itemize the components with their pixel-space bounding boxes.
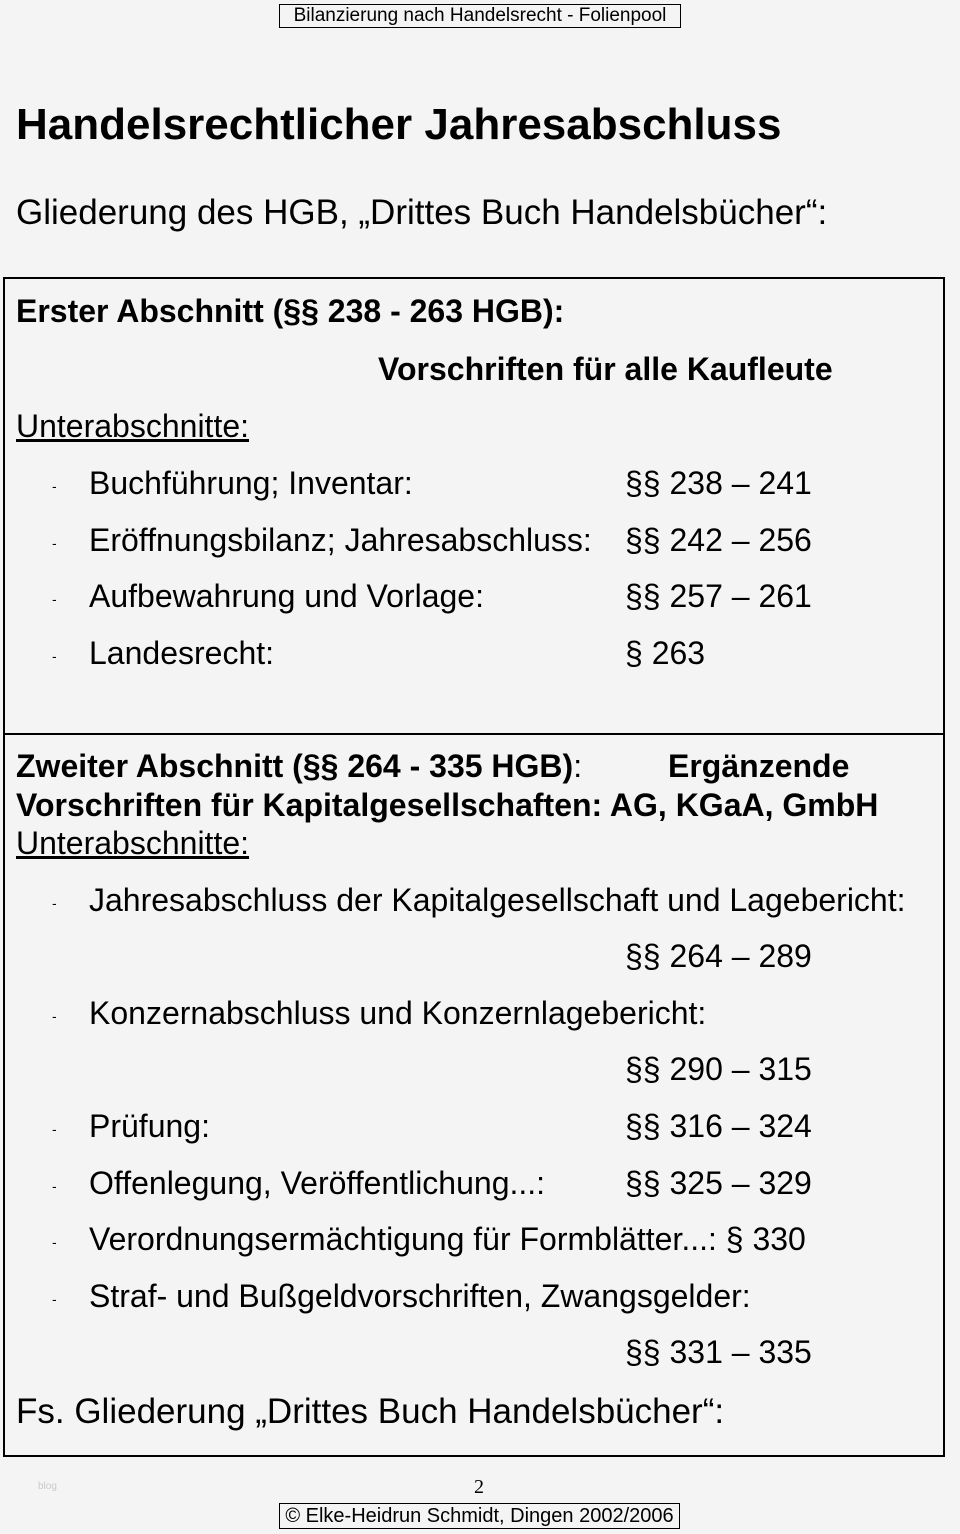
section-2-item-ref: §§ 331 – 335 <box>625 1334 812 1370</box>
page-title: Handelsrechtlicher Jahresabschluss <box>16 100 782 149</box>
section-2-item-label: Jahresabschluss der Kapitalgesellschaft und Lagebericht: <box>89 882 906 918</box>
section-2-item-label: Straf- und Bußgeldvorschriften, Zwangsgelder: <box>89 1278 751 1314</box>
section-2-item-ref: §§ 264 – 289 <box>625 938 812 974</box>
section-2-item-label: Offenlegung, Veröffentlichung...: <box>89 1165 546 1201</box>
section-1-item-ref: §§ 242 – 256 <box>625 522 812 558</box>
section-2-heading-line-2: Vorschriften für Kapitalgesellschaften: AG, KGaA, GmbH <box>16 787 879 823</box>
section-1-sub-label: Unterabschnitte: <box>16 408 250 444</box>
bullet: - <box>52 1121 57 1137</box>
bullet: - <box>52 1234 57 1250</box>
section-1-item-label: Landesrecht: <box>89 635 275 671</box>
section-2-heading-colon: : <box>573 748 583 784</box>
section-2-item-label: Verordnungsermächtigung für Formblätter...: § 330 <box>89 1221 806 1257</box>
page-subtitle: Gliederung des HGB, „Drittes Buch Handelsbücher“: <box>16 193 828 232</box>
section-2-item-label: Konzernabschluss und Konzernlagebericht: <box>89 995 707 1031</box>
section-2-item-ref: §§ 290 – 315 <box>625 1051 812 1087</box>
page-number: 2 <box>474 1476 484 1498</box>
section-2-sub-label: Unterabschnitte: <box>16 825 250 861</box>
section-2-heading-line-1 <box>16 748 582 785</box>
section-2-item-label: Prüfung: <box>89 1108 210 1144</box>
section-1-item-label: Buchführung; Inventar: <box>89 465 413 501</box>
bullet: - <box>52 648 57 664</box>
section-2-item-ref: §§ 316 – 324 <box>625 1108 812 1144</box>
bullet: - <box>52 1008 57 1024</box>
watermark: blog <box>38 1481 57 1492</box>
bullet: - <box>52 1291 57 1307</box>
continuation-note: Fs. Gliederung „Drittes Buch Handelsbücher“: <box>16 1392 725 1431</box>
section-1-item-ref: §§ 257 – 261 <box>625 578 812 614</box>
section-1-subheading: Vorschriften für alle Kaufleute <box>378 351 833 387</box>
bullet: - <box>52 478 57 494</box>
header-title: Bilanzierung nach Handelsrecht - Folienpool <box>279 4 681 28</box>
bullet: - <box>52 1178 57 1194</box>
section-1-heading: Erster Abschnitt (§§ 238 - 263 HGB): <box>16 293 565 329</box>
section-2-item-ref: §§ 325 – 329 <box>625 1165 812 1201</box>
section-1-item-ref: § 263 <box>625 635 706 671</box>
footer-copyright: © Elke-Heidrun Schmidt, Dingen 2002/2006 <box>279 1503 680 1529</box>
section-1-item-label: Aufbewahrung und Vorlage: <box>89 578 484 614</box>
section-1-item-label: Eröffnungsbilanz; Jahresabschluss: <box>89 522 592 558</box>
section-1-item-ref: §§ 238 – 241 <box>625 465 812 501</box>
section-2-heading: Zweiter Abschnitt (§§ 264 - 335 HGB) <box>16 748 574 784</box>
bullet: - <box>52 895 57 911</box>
section-2-heading-right: Ergänzende <box>668 748 850 784</box>
bullet: - <box>52 535 57 551</box>
bullet: - <box>52 591 57 607</box>
